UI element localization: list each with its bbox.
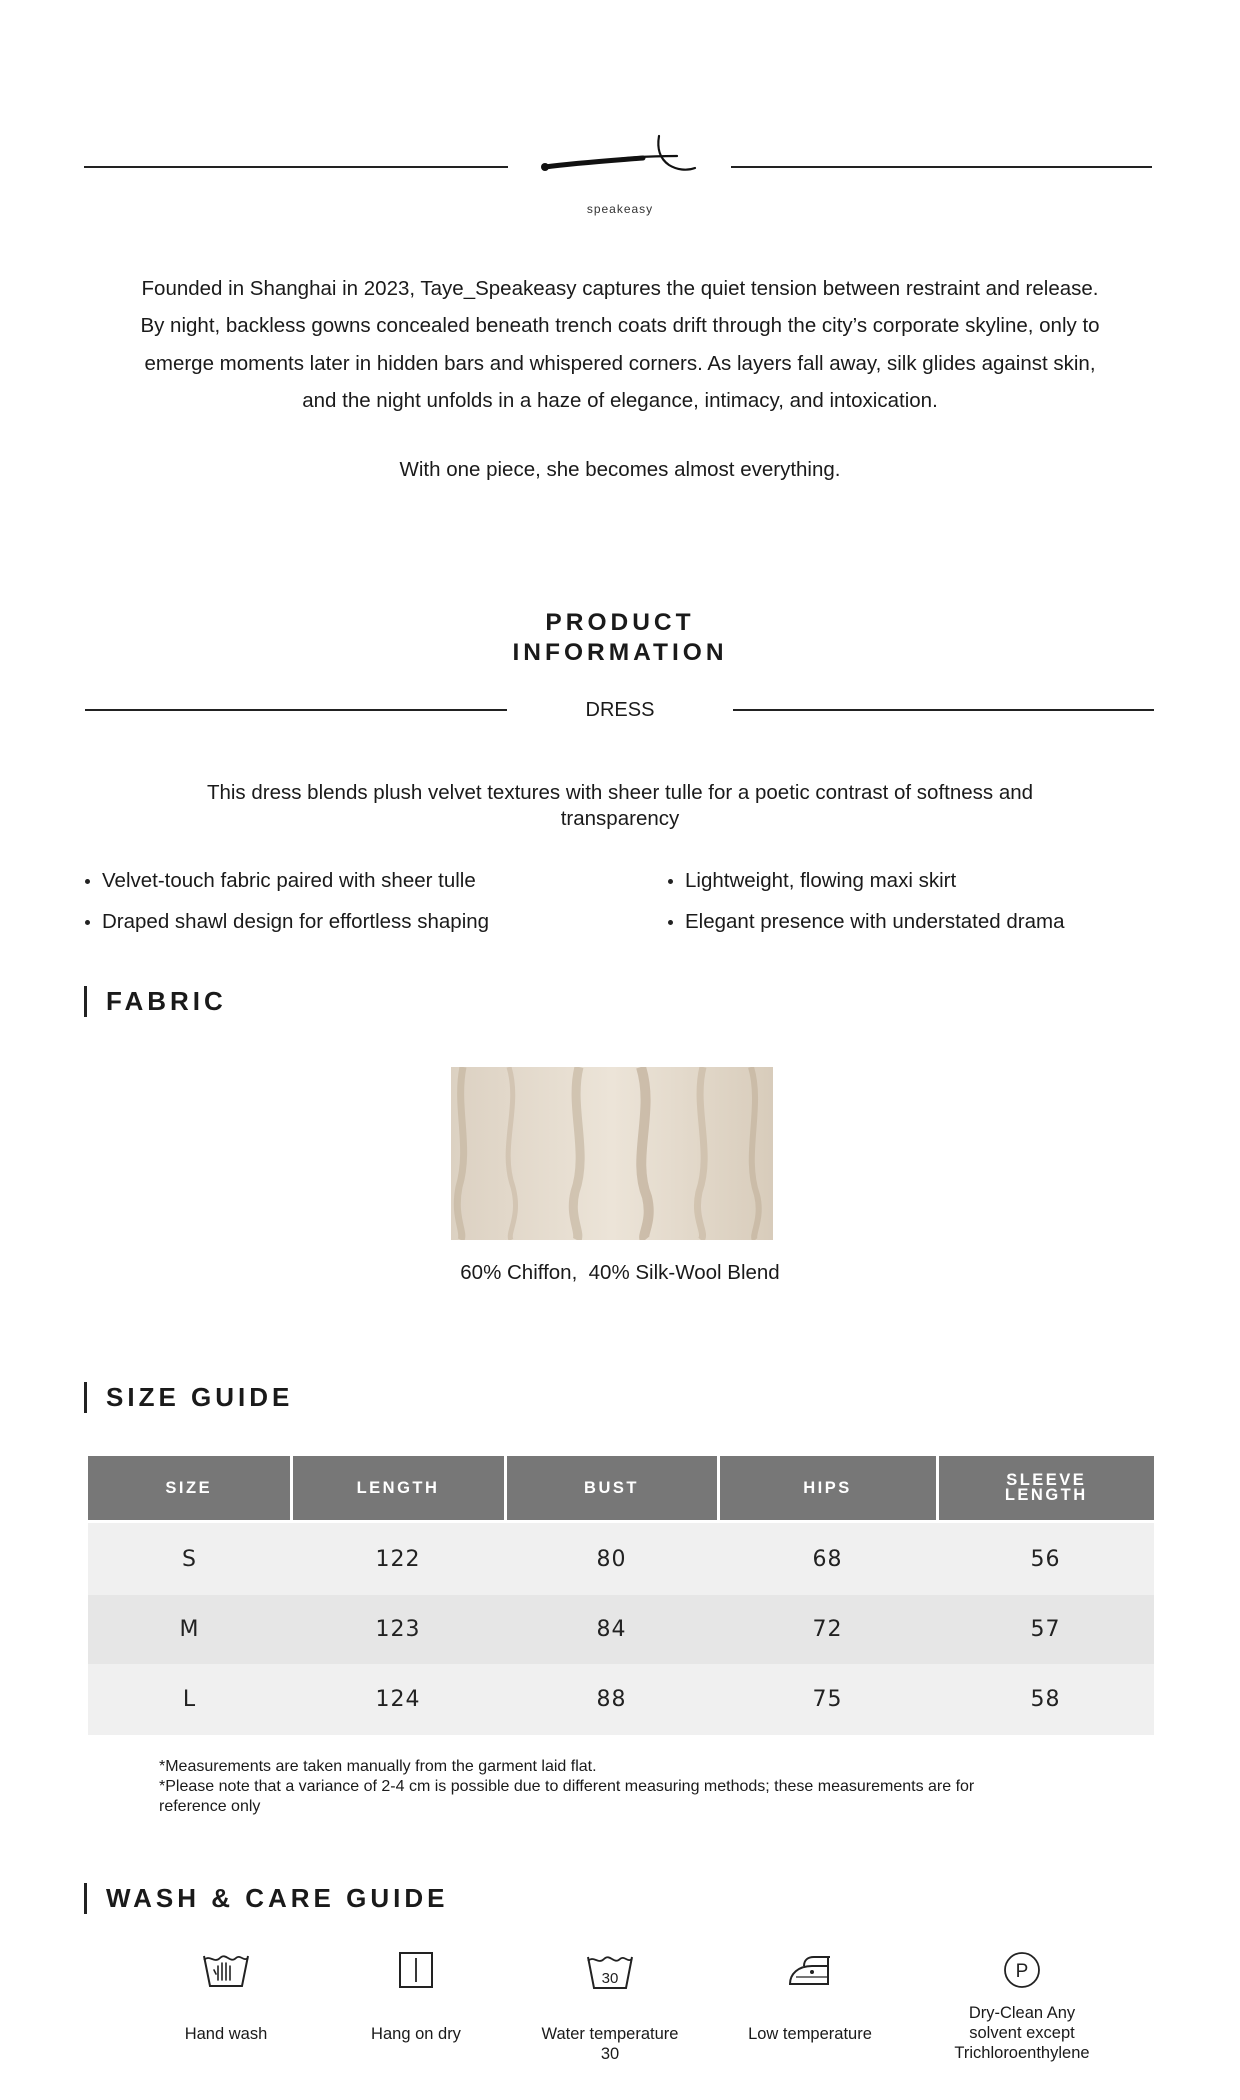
- water-temperature-icon: [584, 1950, 636, 1992]
- table-cell: 124: [291, 1664, 505, 1735]
- care-label: Water temperature 30: [541, 2025, 679, 2063]
- table-row: [88, 1595, 1154, 1664]
- table-cell: M: [88, 1595, 291, 1664]
- measurement-note-2: *Please note that a variance of 2-4 cm is possible due to different measuring methods; these measurements are for reference only: [159, 1778, 975, 1815]
- category-divider-left: [85, 709, 507, 711]
- column-header-size: SIZE: [88, 1456, 291, 1522]
- care-label: Hand wash: [184, 2025, 268, 2043]
- table-cell: 84: [505, 1595, 718, 1664]
- measurement-note-1: *Measurements are taken manually from the garment laid flat.: [159, 1758, 597, 1775]
- svg-text:30: 30: [601, 1970, 619, 1987]
- product-information-title: [420, 608, 820, 668]
- care-item-hang-dry: [316, 1950, 516, 2044]
- care-item-hand-wash: [126, 1950, 326, 2044]
- care-label: Hang on dry: [371, 2025, 461, 2043]
- column-header-hips: HIPS: [718, 1456, 937, 1522]
- product-information-title-line-1: PRODUCT: [545, 609, 695, 636]
- column-header-sleeve-length: SLEEVE LENGTH: [937, 1456, 1154, 1522]
- fabric-heading-text: FABRIC: [106, 986, 227, 1016]
- table-cell: 75: [718, 1664, 937, 1735]
- size-table-header-row: [88, 1456, 1154, 1522]
- header-divider-left: [84, 166, 508, 168]
- product-information-title-line-2: INFORMATION: [512, 639, 728, 666]
- feature-text: Draped shawl design for effortless shaping: [102, 910, 490, 933]
- fabric-swatch-image: [451, 1067, 773, 1240]
- heading-accent-bar: [84, 986, 87, 1017]
- brand-tagline: With one piece, she becomes almost everything.: [399, 458, 841, 481]
- bullet-icon: [85, 920, 90, 925]
- size-table: [88, 1456, 1154, 1735]
- brand-logo-mark: [535, 130, 705, 180]
- size-guide-heading-text: SIZE GUIDE: [106, 1382, 294, 1412]
- table-cell: 56: [937, 1522, 1154, 1596]
- bullet-icon: [668, 879, 673, 884]
- bullet-icon: [668, 920, 673, 925]
- bullet-icon: [85, 879, 90, 884]
- table-cell: 57: [937, 1595, 1154, 1664]
- table-cell: S: [88, 1522, 291, 1596]
- feature-text: Velvet-touch fabric paired with sheer tulle: [102, 869, 476, 892]
- table-cell: 68: [718, 1522, 937, 1596]
- table-row: [88, 1664, 1154, 1735]
- brand-intro-line-3: emerge moments later in hidden bars and whispered corners. As layers fall away, silk glides against skin,: [144, 352, 1096, 375]
- table-cell: 72: [718, 1595, 937, 1664]
- table-cell: 58: [937, 1664, 1154, 1735]
- category-divider-right: [733, 709, 1154, 711]
- care-item-dry-clean: [922, 1950, 1122, 2063]
- hand-wash-icon: [200, 1950, 252, 1990]
- dry-clean-icon: [1001, 1950, 1043, 1990]
- care-guide-heading-text: WASH & CARE GUIDE: [106, 1883, 449, 1913]
- feature-item: [668, 869, 956, 893]
- fabric-composition: 60% Chiffon, 40% Silk-Wool Blend: [460, 1261, 780, 1284]
- feature-item: [85, 869, 476, 893]
- feature-item: [85, 910, 489, 934]
- column-header-length: LENGTH: [291, 1456, 505, 1522]
- care-guide-heading: [84, 1883, 448, 1914]
- svg-text:P: P: [1015, 1961, 1029, 1982]
- feature-item: [668, 910, 1064, 934]
- care-item-water-temperature: [510, 1950, 710, 2064]
- header-divider-right: [731, 166, 1152, 168]
- care-item-low-temperature: [710, 1950, 910, 2044]
- brand-wordmark: speakeasy: [586, 202, 654, 216]
- fabric-heading: [84, 986, 227, 1017]
- size-guide-heading: [84, 1382, 293, 1413]
- product-category: DRESS: [585, 699, 655, 721]
- brand-intro-line-4: and the night unfolds in a haze of elegance, intimacy, and intoxication.: [302, 389, 938, 412]
- low-temperature-iron-icon: [784, 1950, 836, 1990]
- table-cell: 123: [291, 1595, 505, 1664]
- table-cell: 80: [505, 1522, 718, 1596]
- table-cell: L: [88, 1664, 291, 1735]
- care-label: Low temperature: [748, 2025, 872, 2043]
- table-cell: 122: [291, 1522, 505, 1596]
- brand-intro-line-2: By night, backless gowns concealed beneath trench coats drift through the city’s corporate skyline, only to: [140, 314, 1100, 337]
- table-cell: 88: [505, 1664, 718, 1735]
- feature-text: Elegant presence with understated drama: [685, 910, 1065, 933]
- feature-text: Lightweight, flowing maxi skirt: [685, 869, 957, 892]
- column-header-bust: BUST: [505, 1456, 718, 1522]
- heading-accent-bar: [84, 1382, 87, 1413]
- hang-dry-icon: [396, 1950, 436, 1990]
- product-description: This dress blends plush velvet textures with sheer tulle for a poetic contrast of softness and transparency: [206, 781, 1034, 830]
- heading-accent-bar: [84, 1883, 87, 1914]
- care-label: Dry-Clean Any solvent except Trichloroenthylene: [954, 2004, 1090, 2062]
- table-row: [88, 1522, 1154, 1596]
- brand-intro-line-1: Founded in Shanghai in 2023, Taye_Speakeasy captures the quiet tension between restraint and release.: [141, 277, 1099, 300]
